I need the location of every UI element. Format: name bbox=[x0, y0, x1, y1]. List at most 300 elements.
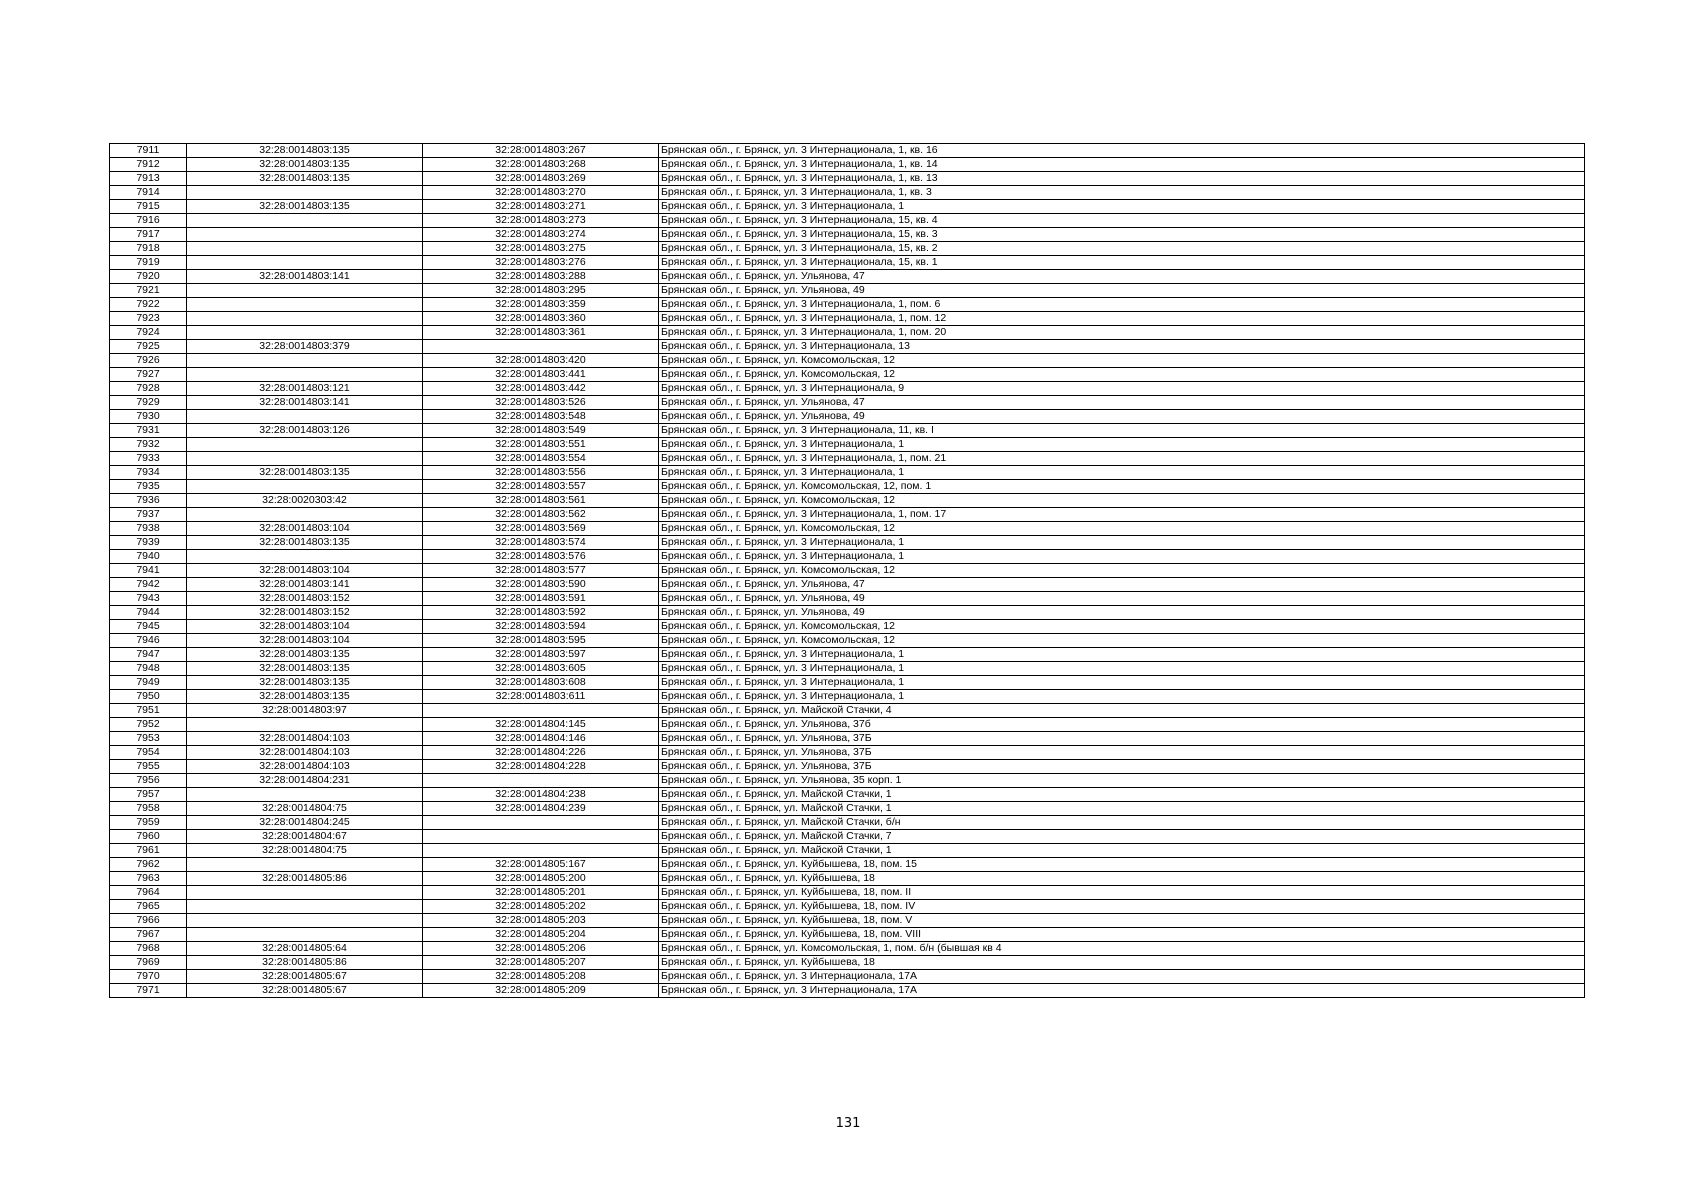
object-number-cell: 32:28:0014805:201 bbox=[423, 886, 659, 900]
parcel-number-cell: 32:28:0014804:245 bbox=[187, 816, 423, 830]
row-number-cell: 7932 bbox=[110, 438, 187, 452]
table-row bbox=[110, 550, 1585, 564]
table-row bbox=[110, 732, 1585, 746]
table-row bbox=[110, 788, 1585, 802]
parcel-number-cell bbox=[187, 368, 423, 382]
row-number-cell: 7969 bbox=[110, 956, 187, 970]
parcel-number-cell bbox=[187, 886, 423, 900]
address-cell: Брянская обл., г. Брянск, ул. Комсомольская, 12 bbox=[659, 354, 1585, 368]
address-cell: Брянская обл., г. Брянск, ул. Ульянова, 47 bbox=[659, 270, 1585, 284]
address-cell: Брянская обл., г. Брянск, ул. Куйбышева, 18, пом. VIII bbox=[659, 928, 1585, 942]
parcel-number-cell bbox=[187, 788, 423, 802]
table-row bbox=[110, 886, 1585, 900]
address-cell: Брянская обл., г. Брянск, ул. 3 Интернационала, 15, кв. 2 bbox=[659, 242, 1585, 256]
table-row bbox=[110, 256, 1585, 270]
address-cell: Брянская обл., г. Брянск, ул. 3 Интернационала, 17А bbox=[659, 970, 1585, 984]
address-cell: Брянская обл., г. Брянск, ул. Майской Стачки, 1 bbox=[659, 788, 1585, 802]
address-cell: Брянская обл., г. Брянск, ул. 3 Интернационала, 1, пом. 21 bbox=[659, 452, 1585, 466]
address-cell: Брянская обл., г. Брянск, ул. 3 Интернационала, 11, кв. I bbox=[659, 424, 1585, 438]
table-row bbox=[110, 914, 1585, 928]
parcel-number-cell: 32:28:0014803:104 bbox=[187, 564, 423, 578]
address-cell: Брянская обл., г. Брянск, ул. 3 Интернационала, 1 bbox=[659, 690, 1585, 704]
object-number-cell: 32:28:0014805:202 bbox=[423, 900, 659, 914]
table-row bbox=[110, 620, 1585, 634]
parcel-number-cell: 32:28:0014803:126 bbox=[187, 424, 423, 438]
address-cell: Брянская обл., г. Брянск, ул. 3 Интернационала, 1, кв. 3 bbox=[659, 186, 1585, 200]
table-row bbox=[110, 228, 1585, 242]
parcel-number-cell bbox=[187, 354, 423, 368]
row-number-cell: 7916 bbox=[110, 214, 187, 228]
table-row bbox=[110, 704, 1585, 718]
row-number-cell: 7961 bbox=[110, 844, 187, 858]
table-row bbox=[110, 690, 1585, 704]
object-number-cell bbox=[423, 844, 659, 858]
row-number-cell: 7957 bbox=[110, 788, 187, 802]
parcel-number-cell: 32:28:0014803:104 bbox=[187, 634, 423, 648]
table-row bbox=[110, 718, 1585, 732]
table-row bbox=[110, 676, 1585, 690]
page-number: 131 bbox=[835, 1116, 861, 1131]
row-number-cell: 7940 bbox=[110, 550, 187, 564]
address-cell: Брянская обл., г. Брянск, ул. 3 Интернационала, 9 bbox=[659, 382, 1585, 396]
object-number-cell: 32:28:0014804:228 bbox=[423, 760, 659, 774]
parcel-number-cell: 32:28:0014805:64 bbox=[187, 942, 423, 956]
object-number-cell bbox=[423, 774, 659, 788]
address-cell: Брянская обл., г. Брянск, ул. 3 Интернационала, 17А bbox=[659, 984, 1585, 998]
object-number-cell: 32:28:0014803:269 bbox=[423, 172, 659, 186]
address-cell: Брянская обл., г. Брянск, ул. Майской Стачки, 7 bbox=[659, 830, 1585, 844]
object-number-cell bbox=[423, 704, 659, 718]
object-number-cell: 32:28:0014803:270 bbox=[423, 186, 659, 200]
object-number-cell: 32:28:0014804:145 bbox=[423, 718, 659, 732]
parcel-number-cell bbox=[187, 410, 423, 424]
object-number-cell: 32:28:0014805:209 bbox=[423, 984, 659, 998]
address-cell: Брянская обл., г. Брянск, ул. Куйбышева, 18 bbox=[659, 956, 1585, 970]
object-number-cell: 32:28:0014803:273 bbox=[423, 214, 659, 228]
row-number-cell: 7954 bbox=[110, 746, 187, 760]
address-cell: Брянская обл., г. Брянск, ул. Комсомольская, 12 bbox=[659, 634, 1585, 648]
row-number-cell: 7914 bbox=[110, 186, 187, 200]
object-number-cell: 32:28:0014805:200 bbox=[423, 872, 659, 886]
row-number-cell: 7933 bbox=[110, 452, 187, 466]
parcel-number-cell: 32:28:0014803:141 bbox=[187, 396, 423, 410]
parcel-number-cell: 32:28:0014803:135 bbox=[187, 466, 423, 480]
row-number-cell: 7946 bbox=[110, 634, 187, 648]
object-number-cell: 32:28:0014803:359 bbox=[423, 298, 659, 312]
parcel-number-cell: 32:28:0014803:135 bbox=[187, 676, 423, 690]
object-number-cell: 32:28:0014803:574 bbox=[423, 536, 659, 550]
row-number-cell: 7962 bbox=[110, 858, 187, 872]
object-number-cell bbox=[423, 816, 659, 830]
object-number-cell: 32:28:0014803:577 bbox=[423, 564, 659, 578]
address-cell: Брянская обл., г. Брянск, ул. Ульянова, 37Б bbox=[659, 760, 1585, 774]
row-number-cell: 7934 bbox=[110, 466, 187, 480]
parcel-number-cell bbox=[187, 312, 423, 326]
address-cell: Брянская обл., г. Брянск, ул. Ульянова, 37Б bbox=[659, 746, 1585, 760]
table-row bbox=[110, 326, 1585, 340]
row-number-cell: 7922 bbox=[110, 298, 187, 312]
row-number-cell: 7938 bbox=[110, 522, 187, 536]
row-number-cell: 7918 bbox=[110, 242, 187, 256]
parcel-number-cell bbox=[187, 326, 423, 340]
row-number-cell: 7936 bbox=[110, 494, 187, 508]
object-number-cell: 32:28:0014803:561 bbox=[423, 494, 659, 508]
parcel-number-cell bbox=[187, 900, 423, 914]
object-number-cell: 32:28:0014805:208 bbox=[423, 970, 659, 984]
parcel-number-cell: 32:28:0014804:231 bbox=[187, 774, 423, 788]
table-row bbox=[110, 872, 1585, 886]
parcel-number-cell: 32:28:0014803:135 bbox=[187, 690, 423, 704]
address-cell: Брянская обл., г. Брянск, ул. Ульянова, 35 корп. 1 bbox=[659, 774, 1585, 788]
address-cell: Брянская обл., г. Брянск, ул. Куйбышева, 18 bbox=[659, 872, 1585, 886]
address-cell: Брянская обл., г. Брянск, ул. Куйбышева, 18, пом. 15 bbox=[659, 858, 1585, 872]
object-number-cell: 32:28:0014803:274 bbox=[423, 228, 659, 242]
table-row bbox=[110, 508, 1585, 522]
row-number-cell: 7956 bbox=[110, 774, 187, 788]
address-cell: Брянская обл., г. Брянск, ул. Майской Стачки, 1 bbox=[659, 844, 1585, 858]
row-number-cell: 7970 bbox=[110, 970, 187, 984]
address-cell: Брянская обл., г. Брянск, ул. 3 Интернационала, 1 bbox=[659, 676, 1585, 690]
address-cell: Брянская обл., г. Брянск, ул. 3 Интернационала, 1 bbox=[659, 536, 1585, 550]
parcel-number-cell: 32:28:0014803:379 bbox=[187, 340, 423, 354]
row-number-cell: 7925 bbox=[110, 340, 187, 354]
row-number-cell: 7923 bbox=[110, 312, 187, 326]
parcel-number-cell bbox=[187, 508, 423, 522]
address-cell: Брянская обл., г. Брянск, ул. Ульянова, 47 bbox=[659, 396, 1585, 410]
address-cell: Брянская обл., г. Брянск, ул. 3 Интернационала, 1, пом. 6 bbox=[659, 298, 1585, 312]
row-number-cell: 7945 bbox=[110, 620, 187, 634]
object-number-cell: 32:28:0014803:590 bbox=[423, 578, 659, 592]
table-row bbox=[110, 634, 1585, 648]
object-number-cell: 32:28:0014804:226 bbox=[423, 746, 659, 760]
table-row bbox=[110, 424, 1585, 438]
parcel-number-cell bbox=[187, 914, 423, 928]
row-number-cell: 7921 bbox=[110, 284, 187, 298]
table-row bbox=[110, 382, 1585, 396]
table-row bbox=[110, 522, 1585, 536]
object-number-cell: 32:28:0014803:551 bbox=[423, 438, 659, 452]
parcel-number-cell: 32:28:0014803:135 bbox=[187, 662, 423, 676]
address-cell: Брянская обл., г. Брянск, ул. Ульянова, 49 bbox=[659, 592, 1585, 606]
registry-table-body bbox=[110, 144, 1585, 998]
table-row bbox=[110, 802, 1585, 816]
parcel-number-cell bbox=[187, 438, 423, 452]
row-number-cell: 7915 bbox=[110, 200, 187, 214]
parcel-number-cell: 32:28:0014803:152 bbox=[187, 592, 423, 606]
address-cell: Брянская обл., г. Брянск, ул. Ульянова, 37б bbox=[659, 718, 1585, 732]
parcel-number-cell: 32:28:0014804:103 bbox=[187, 760, 423, 774]
row-number-cell: 7967 bbox=[110, 928, 187, 942]
row-number-cell: 7920 bbox=[110, 270, 187, 284]
row-number-cell: 7952 bbox=[110, 718, 187, 732]
object-number-cell: 32:28:0014803:592 bbox=[423, 606, 659, 620]
table-row bbox=[110, 396, 1585, 410]
address-cell: Брянская обл., г. Брянск, ул. 3 Интернационала, 1 bbox=[659, 438, 1585, 452]
table-row bbox=[110, 144, 1585, 158]
object-number-cell: 32:28:0014803:420 bbox=[423, 354, 659, 368]
object-number-cell: 32:28:0014803:557 bbox=[423, 480, 659, 494]
address-cell: Брянская обл., г. Брянск, ул. Ульянова, 49 bbox=[659, 410, 1585, 424]
table-row bbox=[110, 760, 1585, 774]
parcel-number-cell bbox=[187, 242, 423, 256]
address-cell: Брянская обл., г. Брянск, ул. Ульянова, 37Б bbox=[659, 732, 1585, 746]
table-row bbox=[110, 214, 1585, 228]
address-cell: Брянская обл., г. Брянск, ул. Ульянова, 47 bbox=[659, 578, 1585, 592]
address-cell: Брянская обл., г. Брянск, ул. Майской Стачки, б/н bbox=[659, 816, 1585, 830]
address-cell: Брянская обл., г. Брянск, ул. 3 Интернационала, 1, кв. 13 bbox=[659, 172, 1585, 186]
parcel-number-cell: 32:28:0014805:86 bbox=[187, 956, 423, 970]
table-row bbox=[110, 466, 1585, 480]
table-row bbox=[110, 564, 1585, 578]
parcel-number-cell: 32:28:0014803:97 bbox=[187, 704, 423, 718]
table-row bbox=[110, 592, 1585, 606]
object-number-cell: 32:28:0014803:594 bbox=[423, 620, 659, 634]
parcel-number-cell: 32:28:0014804:103 bbox=[187, 732, 423, 746]
parcel-number-cell: 32:28:0014804:75 bbox=[187, 802, 423, 816]
address-cell: Брянская обл., г. Брянск, ул. Комсомольская, 1, пом. б/н (бывшая кв 4 bbox=[659, 942, 1585, 956]
table-row bbox=[110, 942, 1585, 956]
row-number-cell: 7959 bbox=[110, 816, 187, 830]
address-cell: Брянская обл., г. Брянск, ул. 3 Интернационала, 1, кв. 16 bbox=[659, 144, 1585, 158]
address-cell: Брянская обл., г. Брянск, ул. 3 Интернационала, 1 bbox=[659, 550, 1585, 564]
table-row bbox=[110, 452, 1585, 466]
object-number-cell: 32:28:0014803:591 bbox=[423, 592, 659, 606]
table-row bbox=[110, 158, 1585, 172]
address-cell: Брянская обл., г. Брянск, ул. 3 Интернационала, 13 bbox=[659, 340, 1585, 354]
table-row bbox=[110, 858, 1585, 872]
table-row bbox=[110, 480, 1585, 494]
table-row bbox=[110, 662, 1585, 676]
parcel-number-cell bbox=[187, 718, 423, 732]
row-number-cell: 7930 bbox=[110, 410, 187, 424]
parcel-number-cell bbox=[187, 550, 423, 564]
row-number-cell: 7913 bbox=[110, 172, 187, 186]
address-cell: Брянская обл., г. Брянск, ул. Комсомольская, 12 bbox=[659, 368, 1585, 382]
object-number-cell: 32:28:0014805:206 bbox=[423, 942, 659, 956]
address-cell: Брянская обл., г. Брянск, ул. 3 Интернационала, 1, пом. 12 bbox=[659, 312, 1585, 326]
object-number-cell bbox=[423, 340, 659, 354]
row-number-cell: 7958 bbox=[110, 802, 187, 816]
table-row bbox=[110, 186, 1585, 200]
parcel-number-cell: 32:28:0020303:42 bbox=[187, 494, 423, 508]
parcel-number-cell bbox=[187, 858, 423, 872]
address-cell: Брянская обл., г. Брянск, ул. Майской Стачки, 1 bbox=[659, 802, 1585, 816]
row-number-cell: 7960 bbox=[110, 830, 187, 844]
object-number-cell: 32:28:0014803:526 bbox=[423, 396, 659, 410]
parcel-number-cell bbox=[187, 298, 423, 312]
parcel-number-cell: 32:28:0014803:141 bbox=[187, 270, 423, 284]
object-number-cell: 32:28:0014805:207 bbox=[423, 956, 659, 970]
object-number-cell: 32:28:0014803:275 bbox=[423, 242, 659, 256]
row-number-cell: 7919 bbox=[110, 256, 187, 270]
row-number-cell: 7924 bbox=[110, 326, 187, 340]
row-number-cell: 7942 bbox=[110, 578, 187, 592]
parcel-number-cell bbox=[187, 480, 423, 494]
parcel-number-cell bbox=[187, 284, 423, 298]
parcel-number-cell: 32:28:0014803:135 bbox=[187, 200, 423, 214]
row-number-cell: 7965 bbox=[110, 900, 187, 914]
object-number-cell: 32:28:0014803:595 bbox=[423, 634, 659, 648]
object-number-cell: 32:28:0014803:442 bbox=[423, 382, 659, 396]
row-number-cell: 7950 bbox=[110, 690, 187, 704]
row-number-cell: 7953 bbox=[110, 732, 187, 746]
parcel-number-cell: 32:28:0014803:135 bbox=[187, 144, 423, 158]
address-cell: Брянская обл., г. Брянск, ул. Майской Стачки, 4 bbox=[659, 704, 1585, 718]
parcel-number-cell bbox=[187, 228, 423, 242]
row-number-cell: 7935 bbox=[110, 480, 187, 494]
parcel-number-cell: 32:28:0014803:104 bbox=[187, 620, 423, 634]
object-number-cell: 32:28:0014803:597 bbox=[423, 648, 659, 662]
object-number-cell: 32:28:0014803:441 bbox=[423, 368, 659, 382]
object-number-cell: 32:28:0014805:204 bbox=[423, 928, 659, 942]
object-number-cell bbox=[423, 830, 659, 844]
table-row bbox=[110, 368, 1585, 382]
address-cell: Брянская обл., г. Брянск, ул. Куйбышева, 18, пом. II bbox=[659, 886, 1585, 900]
table-row bbox=[110, 844, 1585, 858]
object-number-cell: 32:28:0014803:611 bbox=[423, 690, 659, 704]
parcel-number-cell: 32:28:0014803:135 bbox=[187, 158, 423, 172]
row-number-cell: 7929 bbox=[110, 396, 187, 410]
address-cell: Брянская обл., г. Брянск, ул. Куйбышева, 18, пом. V bbox=[659, 914, 1585, 928]
row-number-cell: 7928 bbox=[110, 382, 187, 396]
row-number-cell: 7939 bbox=[110, 536, 187, 550]
object-number-cell: 32:28:0014803:288 bbox=[423, 270, 659, 284]
address-cell: Брянская обл., г. Брянск, ул. 3 Интернационала, 1, пом. 17 bbox=[659, 508, 1585, 522]
parcel-number-cell: 32:28:0014804:67 bbox=[187, 830, 423, 844]
object-number-cell: 32:28:0014805:167 bbox=[423, 858, 659, 872]
table-row bbox=[110, 536, 1585, 550]
parcel-number-cell bbox=[187, 452, 423, 466]
address-cell: Брянская обл., г. Брянск, ул. Комсомольская, 12, пом. 1 bbox=[659, 480, 1585, 494]
table-row bbox=[110, 928, 1585, 942]
row-number-cell: 7964 bbox=[110, 886, 187, 900]
object-number-cell: 32:28:0014804:239 bbox=[423, 802, 659, 816]
object-number-cell: 32:28:0014803:267 bbox=[423, 144, 659, 158]
parcel-number-cell: 32:28:0014805:67 bbox=[187, 970, 423, 984]
address-cell: Брянская обл., г. Брянск, ул. Комсомольская, 12 bbox=[659, 522, 1585, 536]
row-number-cell: 7947 bbox=[110, 648, 187, 662]
table-row bbox=[110, 816, 1585, 830]
row-number-cell: 7943 bbox=[110, 592, 187, 606]
parcel-number-cell: 32:28:0014804:103 bbox=[187, 746, 423, 760]
address-cell: Брянская обл., г. Брянск, ул. Комсомольская, 12 bbox=[659, 620, 1585, 634]
row-number-cell: 7926 bbox=[110, 354, 187, 368]
table-row bbox=[110, 830, 1585, 844]
object-number-cell: 32:28:0014803:576 bbox=[423, 550, 659, 564]
row-number-cell: 7944 bbox=[110, 606, 187, 620]
parcel-number-cell: 32:28:0014804:75 bbox=[187, 844, 423, 858]
parcel-number-cell: 32:28:0014803:135 bbox=[187, 172, 423, 186]
object-number-cell: 32:28:0014803:276 bbox=[423, 256, 659, 270]
object-number-cell: 32:28:0014804:146 bbox=[423, 732, 659, 746]
object-number-cell: 32:28:0014803:361 bbox=[423, 326, 659, 340]
table-row bbox=[110, 200, 1585, 214]
row-number-cell: 7937 bbox=[110, 508, 187, 522]
table-row bbox=[110, 270, 1585, 284]
table-row bbox=[110, 900, 1585, 914]
table-row bbox=[110, 284, 1585, 298]
address-cell: Брянская обл., г. Брянск, ул. Комсомольская, 12 bbox=[659, 494, 1585, 508]
parcel-number-cell bbox=[187, 256, 423, 270]
object-number-cell: 32:28:0014803:556 bbox=[423, 466, 659, 480]
address-cell: Брянская обл., г. Брянск, ул. 3 Интернационала, 1 bbox=[659, 662, 1585, 676]
row-number-cell: 7931 bbox=[110, 424, 187, 438]
address-cell: Брянская обл., г. Брянск, ул. 3 Интернационала, 15, кв. 4 bbox=[659, 214, 1585, 228]
parcel-number-cell bbox=[187, 214, 423, 228]
address-cell: Брянская обл., г. Брянск, ул. Комсомольская, 12 bbox=[659, 564, 1585, 578]
row-number-cell: 7948 bbox=[110, 662, 187, 676]
address-cell: Брянская обл., г. Брянск, ул. 3 Интернационала, 15, кв. 3 bbox=[659, 228, 1585, 242]
row-number-cell: 7968 bbox=[110, 942, 187, 956]
row-number-cell: 7951 bbox=[110, 704, 187, 718]
address-cell: Брянская обл., г. Брянск, ул. Ульянова, 49 bbox=[659, 284, 1585, 298]
row-number-cell: 7927 bbox=[110, 368, 187, 382]
row-number-cell: 7949 bbox=[110, 676, 187, 690]
parcel-number-cell: 32:28:0014803:135 bbox=[187, 536, 423, 550]
row-number-cell: 7955 bbox=[110, 760, 187, 774]
object-number-cell: 32:28:0014803:271 bbox=[423, 200, 659, 214]
address-cell: Брянская обл., г. Брянск, ул. 3 Интернационала, 1, пом. 20 bbox=[659, 326, 1585, 340]
object-number-cell: 32:28:0014803:569 bbox=[423, 522, 659, 536]
parcel-number-cell: 32:28:0014803:141 bbox=[187, 578, 423, 592]
table-row bbox=[110, 970, 1585, 984]
table-row bbox=[110, 172, 1585, 186]
address-cell: Брянская обл., г. Брянск, ул. 3 Интернационала, 1 bbox=[659, 200, 1585, 214]
object-number-cell: 32:28:0014803:549 bbox=[423, 424, 659, 438]
object-number-cell: 32:28:0014803:295 bbox=[423, 284, 659, 298]
table-row bbox=[110, 984, 1585, 998]
object-number-cell: 32:28:0014803:360 bbox=[423, 312, 659, 326]
parcel-number-cell: 32:28:0014805:67 bbox=[187, 984, 423, 998]
address-cell: Брянская обл., г. Брянск, ул. 3 Интернационала, 1, кв. 14 bbox=[659, 158, 1585, 172]
table-row bbox=[110, 340, 1585, 354]
object-number-cell: 32:28:0014803:605 bbox=[423, 662, 659, 676]
table-row bbox=[110, 606, 1585, 620]
table-row bbox=[110, 774, 1585, 788]
object-number-cell: 32:28:0014803:608 bbox=[423, 676, 659, 690]
table-row bbox=[110, 242, 1585, 256]
object-number-cell: 32:28:0014803:268 bbox=[423, 158, 659, 172]
parcel-number-cell: 32:28:0014803:135 bbox=[187, 648, 423, 662]
object-number-cell: 32:28:0014805:203 bbox=[423, 914, 659, 928]
row-number-cell: 7963 bbox=[110, 872, 187, 886]
address-cell: Брянская обл., г. Брянск, ул. Ульянова, 49 bbox=[659, 606, 1585, 620]
object-number-cell: 32:28:0014803:562 bbox=[423, 508, 659, 522]
table-row bbox=[110, 494, 1585, 508]
object-number-cell: 32:28:0014804:238 bbox=[423, 788, 659, 802]
address-cell: Брянская обл., г. Брянск, ул. 3 Интернационала, 1 bbox=[659, 466, 1585, 480]
object-number-cell: 32:28:0014803:554 bbox=[423, 452, 659, 466]
table-row bbox=[110, 410, 1585, 424]
table-row bbox=[110, 956, 1585, 970]
table-row bbox=[110, 354, 1585, 368]
row-number-cell: 7917 bbox=[110, 228, 187, 242]
registry-table bbox=[109, 143, 1585, 998]
table-row bbox=[110, 648, 1585, 662]
table-row bbox=[110, 312, 1585, 326]
row-number-cell: 7911 bbox=[110, 144, 187, 158]
address-cell: Брянская обл., г. Брянск, ул. 3 Интернационала, 15, кв. 1 bbox=[659, 256, 1585, 270]
parcel-number-cell: 32:28:0014803:121 bbox=[187, 382, 423, 396]
row-number-cell: 7971 bbox=[110, 984, 187, 998]
table-row bbox=[110, 438, 1585, 452]
address-cell: Брянская обл., г. Брянск, ул. Куйбышева, 18, пом. IV bbox=[659, 900, 1585, 914]
table-row bbox=[110, 298, 1585, 312]
object-number-cell: 32:28:0014803:548 bbox=[423, 410, 659, 424]
parcel-number-cell: 32:28:0014803:152 bbox=[187, 606, 423, 620]
table-row bbox=[110, 746, 1585, 760]
table-row bbox=[110, 578, 1585, 592]
